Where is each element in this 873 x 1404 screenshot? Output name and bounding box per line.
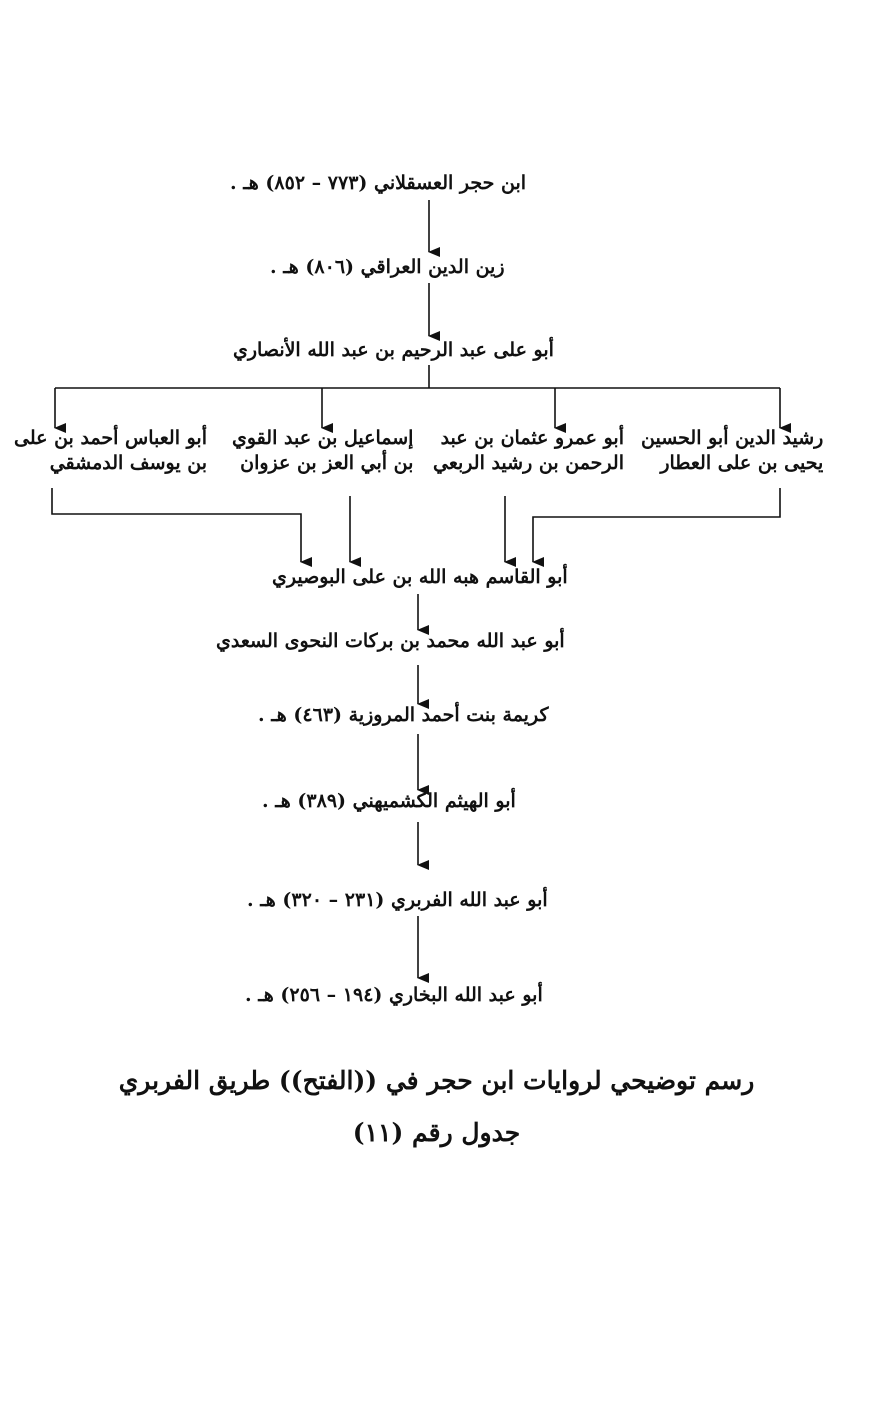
branch-al-attar-line2: يحيى بن على العطار [660, 451, 824, 474]
narrator-al-kushmihani: أبو الهيثم الكشميهني (٣٨٩) هـ . [262, 790, 516, 812]
branch-al-dimashqi-line2: بن يوسف الدمشقي [49, 451, 207, 474]
branch-al-rabai-line1: أبو عمرو عثمان بن عبد [440, 427, 624, 449]
narrator-karima: كريمة بنت أحمد المروزية (٤٦٣) هـ . [258, 704, 549, 726]
branch-al-dimashqi [14, 426, 207, 475]
narrator-al-saadi: أبو عبد الله محمد بن بركات النحوى السعدي [216, 630, 565, 652]
branch-al-dimashqi-line1: أبو العباس أحمد بن على [14, 427, 207, 449]
branch-al-attar-line1: رشيد الدين أبو الحسين [641, 427, 824, 449]
branch-ibn-azwan-line2: بن أبي العز بن عزوان [240, 451, 414, 474]
branch-ibn-azwan-line1: إسماعيل بن عبد القوي [232, 427, 414, 449]
narrator-ibn-hajar: ابن حجر العسقلاني (٧٧٣ – ٨٥٢) هـ . [230, 172, 527, 194]
route-b4 [52, 488, 301, 562]
narrator-al-firabri: أبو عبد الله الفربري (٢٣١ – ٣٢٠) هـ . [247, 889, 548, 911]
route-b1 [533, 488, 780, 562]
branch-al-rabai-line2: الرحمن بن رشيد الربعي [433, 451, 624, 474]
narrator-al-ansari: أبو على عبد الرحيم بن عبد الله الأنصاري [233, 339, 554, 361]
branch-al-attar [641, 426, 823, 475]
narrator-zayn-al-iraqi: زين الدين العراقي (٨٠٦) هـ . [270, 256, 505, 278]
branch-al-rabai [433, 426, 624, 475]
figure-caption: رسم توضيحي لروايات ابن حجر في ((الفتح)) طريق الفربري [118, 1066, 755, 1095]
branch-ibn-azwan [232, 426, 413, 475]
narrator-al-busiri: أبو القاسم هبه الله بن على البوصيري [272, 566, 568, 588]
narrator-al-bukhari: أبو عبد الله البخاري (١٩٤ – ٢٥٦) هـ . [245, 984, 543, 1006]
table-number: جدول رقم (١١) [352, 1118, 521, 1147]
